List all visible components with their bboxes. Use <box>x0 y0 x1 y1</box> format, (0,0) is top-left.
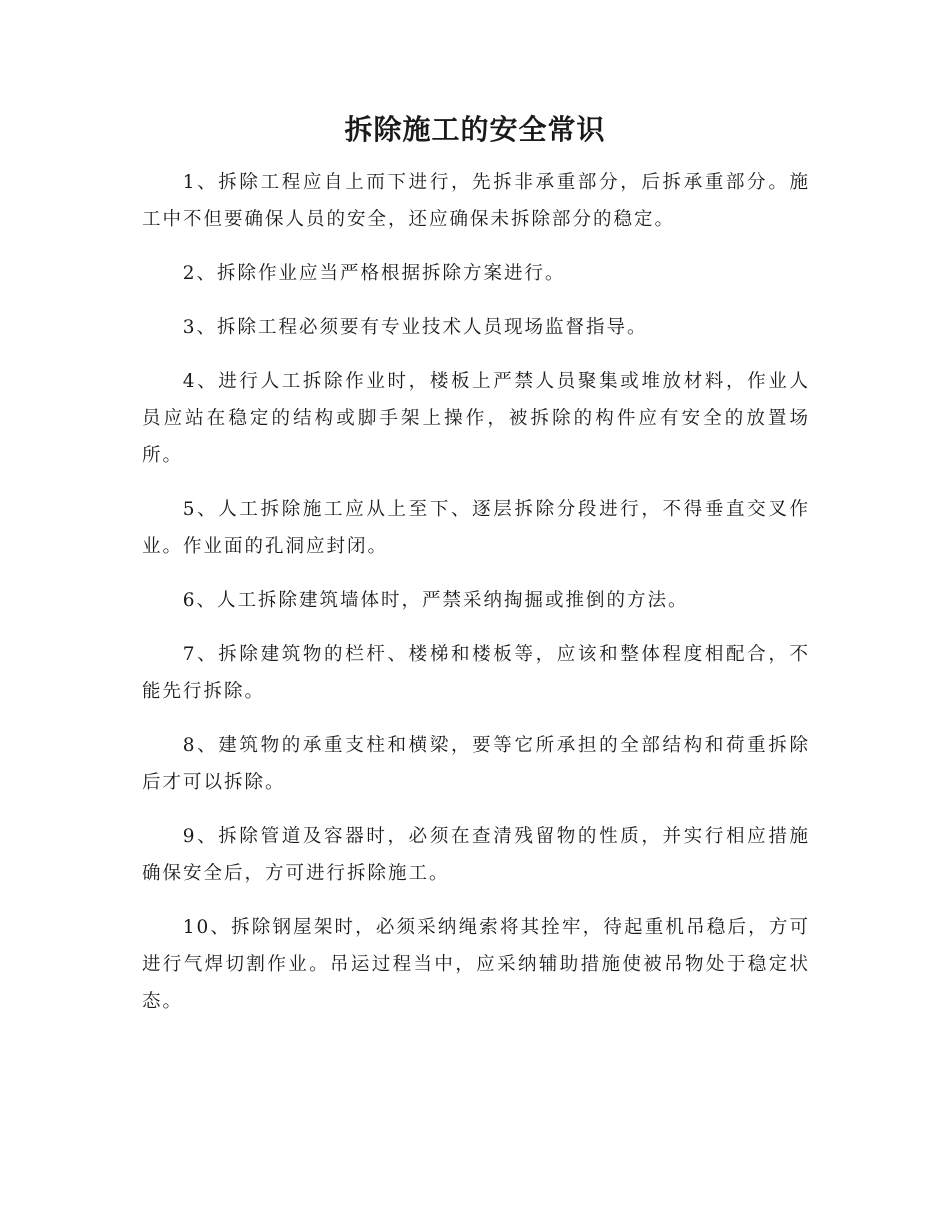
paragraph-10: 10、拆除钢屋架时，必须采纳绳索将其拴牢，待起重机吊稳后，方可进行气焊切割作业。吊运过程当中，应采纳辅助措施使被吊物处于稳定状态。 <box>142 917 810 1012</box>
paragraph-2: 2、拆除作业应当严格根据拆除方案进行。 <box>182 263 566 284</box>
paragraph-4: 4、进行人工拆除作业时，楼板上严禁人员聚集或堆放材料，作业人员应站在稳定的结构或脚手架上操作，被拆除的构件应有安全的放置场所。 <box>142 371 810 466</box>
paragraph-7: 7、拆除建筑物的栏杆、楼梯和楼板等，应该和整体程度相配合，不能先行拆除。 <box>142 644 810 702</box>
paragraph-6: 6、人工拆除建筑墙体时，严禁采纳掏掘或推倒的方法。 <box>182 590 689 611</box>
paragraph-8: 8、建筑物的承重支柱和横梁，要等它所承担的全部结构和荷重拆除后才可以拆除。 <box>142 735 810 793</box>
paragraph-3: 3、拆除工程必须要有专业技术人员现场监督指导。 <box>182 317 648 338</box>
paragraph-1: 1、拆除工程应自上而下进行，先拆非承重部分，后拆承重部分。施工中不但要确保人员的安全，还应确保未拆除部分的稳定。 <box>142 172 810 230</box>
paragraph-5: 5、人工拆除施工应从上至下、逐层拆除分段进行，不得垂直交叉作业。作业面的孔洞应封闭。 <box>142 499 810 557</box>
paragraph-9: 9、拆除管道及容器时，必须在查清残留物的性质，并实行相应措施确保安全后，方可进行拆除施工。 <box>142 826 810 884</box>
document-body <box>142 164 810 1037</box>
document-title: 拆除施工的安全常识 <box>344 113 606 146</box>
